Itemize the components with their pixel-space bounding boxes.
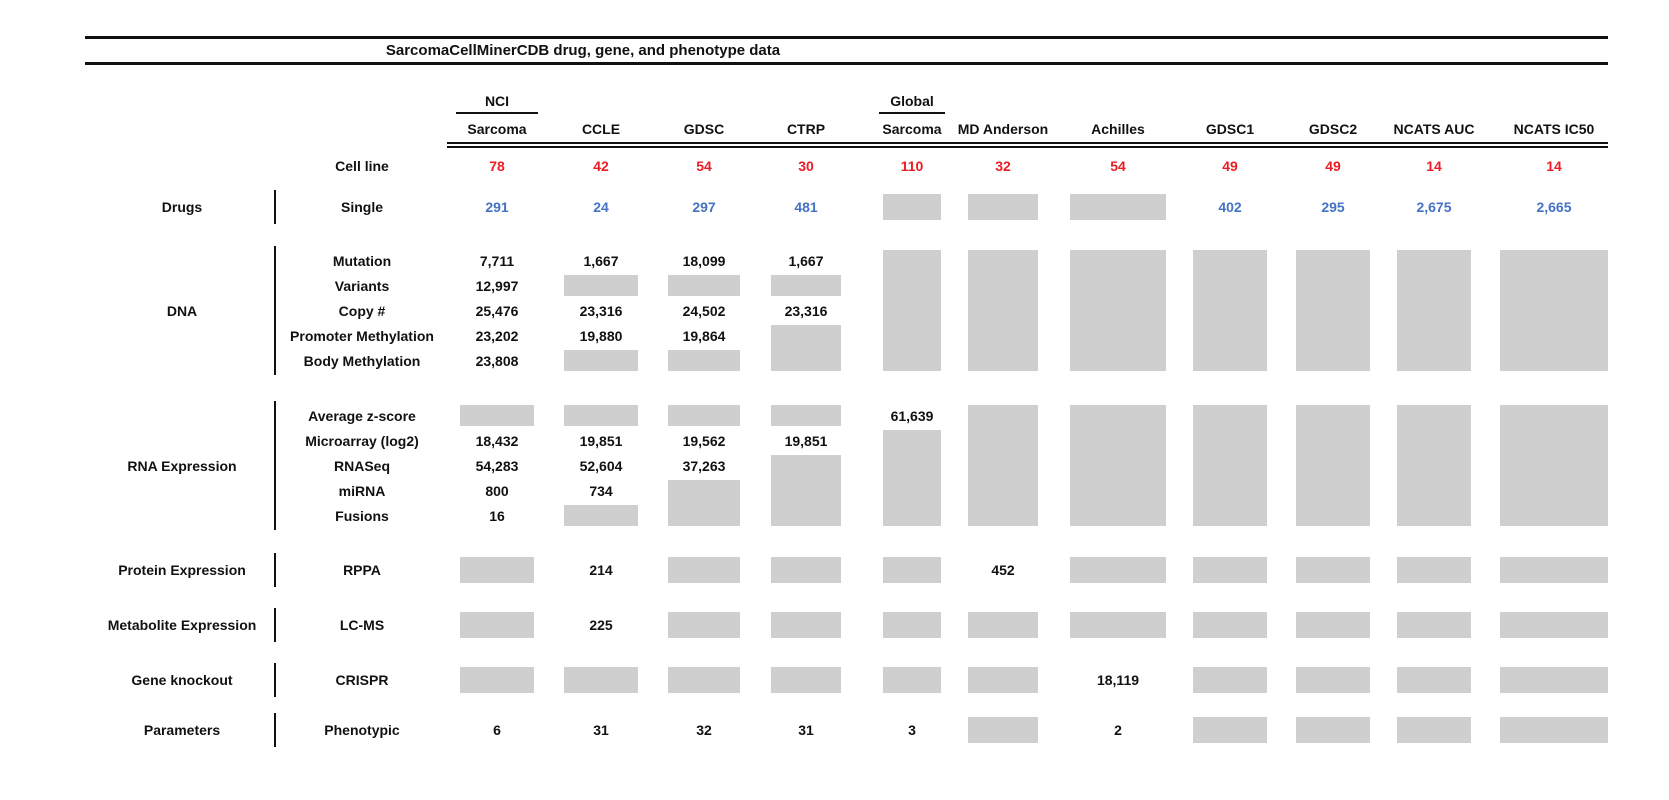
column-header: Sarcoma <box>467 121 527 137</box>
column-header: CCLE <box>581 121 621 137</box>
no-data-gray-box <box>1397 717 1471 743</box>
no-data-gray-box <box>1397 405 1471 526</box>
data-value: 19,851 <box>784 432 828 449</box>
no-data-gray-box <box>968 194 1038 220</box>
row-label: Body Methylation <box>303 352 421 369</box>
data-value: 32 <box>696 722 712 738</box>
cell-line-label: Cell line <box>335 158 389 174</box>
column-header: NCATS IC50 <box>1513 121 1595 137</box>
no-data-gray-box <box>460 405 534 426</box>
no-data-gray-box <box>1397 250 1471 371</box>
cell-line-count: 49 <box>1222 158 1238 174</box>
no-data-gray-box <box>1193 250 1267 371</box>
header-underline <box>456 112 538 114</box>
no-data-gray-box <box>883 194 941 220</box>
cell-line-count: 54 <box>1110 158 1126 174</box>
no-data-gray-box <box>668 612 740 638</box>
no-data-gray-box <box>564 405 638 426</box>
no-data-gray-box <box>771 275 841 296</box>
data-value: 37,263 <box>682 457 726 474</box>
data-value: 295 <box>1321 199 1345 215</box>
no-data-gray-box <box>668 667 740 693</box>
no-data-gray-box <box>968 405 1038 526</box>
data-value: 52,604 <box>579 457 623 474</box>
column-header: GDSC2 <box>1308 121 1358 137</box>
no-data-gray-box <box>1193 612 1267 638</box>
row-label: RPPA <box>343 562 381 578</box>
header-underline <box>879 112 945 114</box>
column-header-top: NCI <box>484 93 510 109</box>
row-label: Single <box>340 199 383 215</box>
group-label: DNA <box>166 302 198 319</box>
data-value: 225 <box>589 617 613 633</box>
data-value: 2,665 <box>1536 199 1572 215</box>
no-data-gray-box <box>771 325 841 371</box>
no-data-gray-box <box>1500 612 1608 638</box>
column-header: GDSC1 <box>1205 121 1255 137</box>
no-data-gray-box <box>771 612 841 638</box>
cell-line-count: 49 <box>1325 158 1341 174</box>
group-label: Protein Expression <box>118 562 246 578</box>
data-value: 24 <box>593 199 609 215</box>
group-label: Gene knockout <box>131 672 233 688</box>
no-data-gray-box <box>1070 405 1166 526</box>
cell-line-count: 78 <box>489 158 505 174</box>
no-data-gray-box <box>668 275 740 296</box>
data-value: 2 <box>1114 722 1122 738</box>
no-data-gray-box <box>968 667 1038 693</box>
data-value: 31 <box>798 722 814 738</box>
column-header: NCATS AUC <box>1393 121 1475 137</box>
data-value: 16 <box>489 507 505 524</box>
data-value: 23,808 <box>475 352 519 369</box>
data-value: 31 <box>593 722 609 738</box>
data-value: 214 <box>589 562 613 578</box>
cell-line-count: 42 <box>593 158 609 174</box>
no-data-gray-box <box>771 455 841 526</box>
data-value: 1,667 <box>788 252 824 269</box>
no-data-gray-box <box>564 275 638 296</box>
data-value: 19,864 <box>682 327 726 344</box>
data-value: 2,675 <box>1416 199 1452 215</box>
no-data-gray-box <box>883 612 941 638</box>
no-data-gray-box <box>883 667 941 693</box>
data-value: 18,099 <box>682 252 726 269</box>
data-value: 19,880 <box>579 327 623 344</box>
data-value: 452 <box>991 562 1015 578</box>
column-header: Achilles <box>1091 121 1145 137</box>
title-rule-bottom <box>85 62 1608 65</box>
no-data-gray-box <box>1397 557 1471 583</box>
title-rule-top <box>85 36 1608 39</box>
no-data-gray-box <box>668 405 740 426</box>
no-data-gray-box <box>968 717 1038 743</box>
no-data-gray-box <box>771 557 841 583</box>
group-label: Metabolite Expression <box>107 617 257 633</box>
no-data-gray-box <box>883 250 941 371</box>
column-header: GDSC <box>683 121 725 137</box>
data-value: 23,316 <box>579 302 623 319</box>
no-data-gray-box <box>1070 557 1166 583</box>
no-data-gray-box <box>460 612 534 638</box>
row-label: Phenotypic <box>324 722 400 738</box>
data-value: 3 <box>908 722 916 738</box>
no-data-gray-box <box>564 505 638 526</box>
no-data-gray-box <box>1296 717 1370 743</box>
data-value: 7,711 <box>479 252 515 269</box>
cell-line-count: 110 <box>900 158 924 174</box>
no-data-gray-box <box>1193 557 1267 583</box>
no-data-gray-box <box>883 557 941 583</box>
data-value: 54,283 <box>475 457 519 474</box>
no-data-gray-box <box>1296 405 1370 526</box>
no-data-gray-box <box>1296 557 1370 583</box>
column-header: MD Anderson <box>957 121 1049 137</box>
no-data-gray-box <box>771 405 841 426</box>
no-data-gray-box <box>968 612 1038 638</box>
data-value: 24,502 <box>682 302 726 319</box>
row-label: Promoter Methylation <box>290 327 434 344</box>
data-value: 402 <box>1218 199 1242 215</box>
no-data-gray-box <box>1193 717 1267 743</box>
no-data-gray-box <box>668 557 740 583</box>
row-label: Variants <box>334 277 390 294</box>
data-value: 23,202 <box>475 327 519 344</box>
data-value: 18,432 <box>475 432 519 449</box>
no-data-gray-box <box>1500 557 1608 583</box>
no-data-gray-box <box>1193 405 1267 526</box>
row-label: Fusions <box>335 507 389 524</box>
group-label: Parameters <box>143 722 221 738</box>
cell-line-count: 54 <box>696 158 712 174</box>
no-data-gray-box <box>1070 612 1166 638</box>
no-data-gray-box <box>1296 250 1370 371</box>
group-label: RNA Expression <box>127 457 237 474</box>
data-value: 19,562 <box>682 432 726 449</box>
data-value: 19,851 <box>579 432 623 449</box>
no-data-gray-box <box>668 350 740 371</box>
data-value: 481 <box>794 199 818 215</box>
no-data-gray-box <box>1500 667 1608 693</box>
data-value: 800 <box>485 482 509 499</box>
no-data-gray-box <box>1070 194 1166 220</box>
no-data-gray-box <box>968 250 1038 371</box>
data-value: 25,476 <box>475 302 519 319</box>
row-label: Mutation <box>332 252 392 269</box>
header-double-rule <box>447 142 1608 148</box>
data-value: 23,316 <box>784 302 828 319</box>
data-value: 1,667 <box>583 252 619 269</box>
no-data-gray-box <box>1296 612 1370 638</box>
data-value: 18,119 <box>1096 672 1140 688</box>
page-title: SarcomaCellMinerCDB drug, gene, and phenotype data <box>385 42 781 59</box>
cell-line-count: 14 <box>1546 158 1562 174</box>
no-data-gray-box <box>564 667 638 693</box>
row-label: miRNA <box>338 482 386 499</box>
data-value: 734 <box>589 482 613 499</box>
cell-line-count: 30 <box>798 158 814 174</box>
row-label: Microarray (log2) <box>305 432 419 449</box>
column-header-top: Global <box>890 93 934 109</box>
column-header: CTRP <box>786 121 826 137</box>
no-data-gray-box <box>1397 612 1471 638</box>
no-data-gray-box <box>1500 250 1608 371</box>
cell-line-count: 14 <box>1426 158 1442 174</box>
no-data-gray-box <box>1070 250 1166 371</box>
no-data-gray-box <box>771 667 841 693</box>
no-data-gray-box <box>460 667 534 693</box>
data-value: 297 <box>692 199 716 215</box>
no-data-gray-box <box>564 350 638 371</box>
data-value: 61,639 <box>890 407 934 424</box>
no-data-gray-box <box>1296 667 1370 693</box>
column-header: Sarcoma <box>882 121 942 137</box>
data-value: 291 <box>485 199 509 215</box>
data-value: 6 <box>493 722 501 738</box>
row-label: Copy # <box>338 302 386 319</box>
row-label: RNASeq <box>333 457 390 474</box>
no-data-gray-box <box>668 480 740 526</box>
row-label: CRISPR <box>335 672 389 688</box>
cell-line-count: 32 <box>995 158 1011 174</box>
no-data-gray-box <box>883 430 941 526</box>
group-label: Drugs <box>161 199 203 215</box>
no-data-gray-box <box>1193 667 1267 693</box>
data-value: 12,997 <box>475 277 519 294</box>
row-label: LC-MS <box>339 617 385 633</box>
no-data-gray-box <box>1500 405 1608 526</box>
no-data-gray-box <box>1500 717 1608 743</box>
no-data-gray-box <box>460 557 534 583</box>
row-label: Average z-score <box>308 407 416 424</box>
no-data-gray-box <box>1397 667 1471 693</box>
